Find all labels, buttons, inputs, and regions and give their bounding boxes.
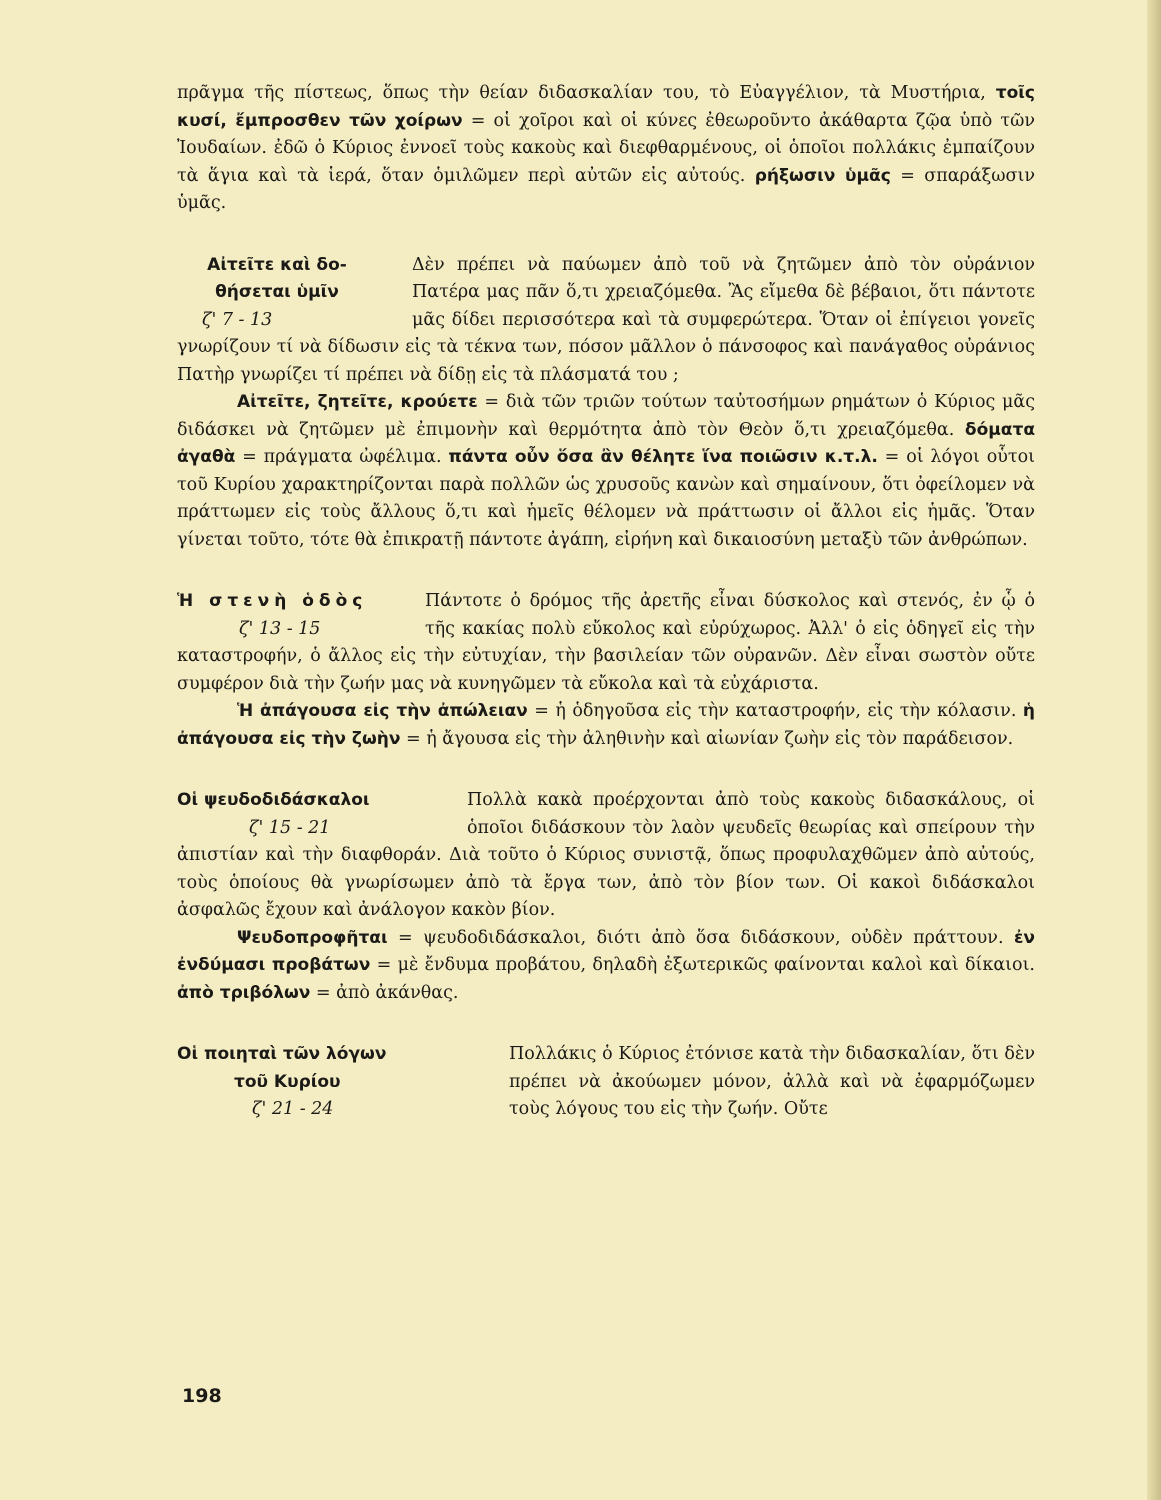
- section-doers: [177, 1041, 1035, 1124]
- side-heading-doers: [177, 1041, 477, 1124]
- paragraph-false-2: [177, 925, 1035, 1008]
- section-ask: [177, 252, 1035, 555]
- heading-line-2: θήσεται ὑμῖν: [215, 282, 339, 302]
- text-run: = σπαράξωσιν ὑμᾶς.: [177, 165, 1035, 213]
- text-run: Πολλάκις ὁ Κύριος ἐτόνισε κατὰ τὴν διδασκαλίαν, ὅτι δὲν πρέπει νὰ ἀκούωμεν μόνον, ἀλλὰ καὶ νὰ ἐφαρμόζωμεν τοὺς λόγους του εἰς τὴν ζωήν. Οὔτε: [509, 1044, 1035, 1119]
- text-run: Πάντοτε ὁ δρόμος τῆς ἀρετῆς εἶναι δύσκολος καὶ στενός, ἐν ᾧ ὁ τῆς κακίας πολὺ εὔκολος καὶ εὐρύχωρος. Ἀλλ' ὁ εἰς ὁδηγεῖ εἰς τὴν καταστροφήν, ὁ ἄλλος εἰς τὴν εὐτυχίαν, τὴν βασιλείαν τῶν οὐρανῶν. Δὲν εἶναι σωστὸν οὔτε συμφέρον διὰ τὴν ζωήν μας νὰ κυνηγῶμεν τὰ εὔκολα καὶ τὰ εὐχάριστα.: [177, 591, 1035, 694]
- verse-ref: ζ' 7 - 13: [202, 309, 273, 330]
- paragraph-intro: [177, 80, 1035, 218]
- bold-term: πάντα οὖν ὅσα ἂν θέλητε ἵνα ποιῶσιν κ.τ.λ.: [448, 447, 878, 467]
- bold-term: δόματα ἀγαθὰ: [177, 419, 1035, 467]
- bold-term: Ψευδοπροφῆται: [237, 927, 388, 948]
- verse-ref: ζ' 15 - 21: [249, 817, 331, 838]
- page-body: [177, 80, 1035, 1124]
- side-heading-false-teachers: [177, 787, 437, 842]
- text-run: = οἱ λόγοι οὗτοι τοῦ Κυρίου χαρακτηρίζονται παρὰ πολλῶν ὡς χρυσοῦς κανὼν καὶ σημαίνουν, ὅτι ὀφείλομεν νὰ πράττωμεν εἰς τοὺς ἄλλους ὅ,τι καὶ ἡμεῖς θέλομεν νὰ πράττωσιν οἱ ἄλλοι εἰς ἡμᾶς. Ὅταν γίνεται τοῦτο, τότε θὰ ἐπικρατῇ πάντοτε ἀγάπη, εἰρήνη καὶ δικαιοσύνη μεταξὺ τῶν ἀνθρώπων.: [177, 447, 1035, 550]
- text-run: = ἡ ἄγουσα εἰς τὴν ἀληθινὴν καὶ αἰωνίαν ζωὴν εἰς τὸν παράδεισον.: [400, 728, 1014, 749]
- bold-term: ρήξωσιν ὑμᾶς: [754, 165, 891, 186]
- bold-term: τοῖς κυσί, ἔμπροσθεν τῶν χοίρων: [177, 83, 1035, 131]
- verse-ref: ζ' 21 - 24: [252, 1099, 334, 1119]
- text-run: = οἱ χοῖροι καὶ οἱ κύνες ἐθεωροῦντο ἀκάθαρτα ζῷα ὑπὸ τῶν Ἰουδαίων. ἐδῶ ὁ Κύριος ἐννοεῖ τοὺς κακοὺς καὶ διεφθαρμένους, οἱ ὁποῖοι πολλάκις ἐμπαίζουν τὰ ἅγια καὶ τὰ ἱερά, ὅταν ὁμιλῶμεν περὶ αὐτῶν εἰς αὐτούς.: [177, 110, 1035, 186]
- heading-line-1: Αἰτεῖτε καὶ δο-: [207, 254, 347, 275]
- side-heading-ask: [177, 252, 377, 335]
- text-run: = ἡ ὁδηγοῦσα εἰς τὴν καταστροφήν, εἰς τὴν κόλασιν.: [527, 701, 1023, 721]
- section-false-teachers: [177, 787, 1035, 1007]
- text-run: = πράγματα ὠφέλιμα.: [235, 447, 449, 467]
- paragraph-narrow-2: [177, 698, 1035, 753]
- bold-term: Ἡ ἀπάγουσα εἰς τὴν ἀπώλειαν: [237, 701, 528, 721]
- heading-line-1: Ἡ στενὴ ὁδὸς: [177, 591, 368, 611]
- paragraph-ask-2: [177, 389, 1035, 554]
- page-edge: [1147, 0, 1161, 1500]
- text-run: = διὰ τῶν τριῶν τούτων ταὐτοσήμων ρημάτων ὁ Κύριος μᾶς διδάσκει νὰ ζητῶμεν μὲ ἐπιμονὴν καὶ θερμότητα ἀπὸ τὸν Θεὸν ὅ,τι χρειαζόμεθα.: [177, 392, 1035, 440]
- text-run: πρᾶγμα τῆς πίστεως, ὅπως τὴν θείαν διδασκαλίαν του, τὸ Εὐαγγέλιον, τὰ Μυστήρια,: [177, 83, 996, 103]
- bold-term: ἐν ἐνδύμασι προβάτων: [177, 927, 1035, 975]
- heading-line-1: Οἱ ψευδοδιδάσκαλοι: [177, 790, 370, 810]
- text-run: Πολλὰ κακὰ προέρχονται ἀπὸ τοὺς κακοὺς διδασκάλους, οἱ ὁποῖοι διδάσκουν τὸν λαὸν ψευδεῖς θεωρίας καὶ σπείρουν τὴν ἀπιστίαν καὶ τὴν διαφθοράν. Διὰ τοῦτο ὁ Κύριος συνιστᾷ, ὅπως προφυλαχθῶμεν ἀπὸ αὐτούς, τοὺς ὁποίους θὰ γνωρίσωμεν ἀπὸ τὰ ἔργα των, ἀπὸ τὸν βίον των. Οἱ κακοὶ διδάσκαλοι ἀσφαλῶς ἔχουν καὶ ἀνάλογον κακὸν βίον.: [177, 790, 1035, 920]
- section-narrow-way: [177, 588, 1035, 753]
- text-run: Δὲν πρέπει νὰ παύωμεν ἀπὸ τοῦ νὰ ζητῶμεν ἀπὸ τὸν οὐράνιον Πατέρα μας πᾶν ὅ,τι χρειαζόμεθα. Ἂς εἴμεθα δὲ βέβαιοι, ὅτι πάντοτε μᾶς δίδει περισσότερα καὶ τὰ συμφερώτερα. Ὅταν οἱ ἐπίγειοι γονεῖς γνωρίζουν τί νὰ δίδωσιν εἰς τὰ τέκνα των, πόσον μᾶλλον ὁ πάνσοφος καὶ πανάγαθος οὐράνιος Πατὴρ γνωρίζει τί πρέπει νὰ δίδῃ εἰς τὰ πλάσματά του ;: [177, 254, 1035, 385]
- bold-term: ἀπὸ τριβόλων: [177, 982, 311, 1003]
- heading-line-1: Οἱ ποιηταὶ τῶν λόγων: [177, 1044, 387, 1064]
- heading-line-2: τοῦ Κυρίου: [234, 1071, 341, 1092]
- text-run: = μὲ ἔνδυμα προβάτου, δηλαδὴ ἐξωτερικῶς φαίνονται καλοὶ καὶ δίκαιοι.: [370, 955, 1035, 975]
- bold-term: ἡ ἀπάγουσα εἰς τὴν ζωὴν: [177, 701, 1035, 749]
- text-run: = ψευδοδιδάσκαλοι, διότι ἀπὸ ὅσα διδάσκουν, οὐδὲν πράττουν.: [387, 927, 1014, 948]
- side-heading-narrow-way: [177, 588, 413, 643]
- verse-ref: ζ' 13 - 15: [239, 618, 321, 639]
- page-number: 198: [182, 1385, 222, 1407]
- text-run: = ἀπὸ ἀκάνθας.: [310, 982, 459, 1003]
- bold-term: Αἰτεῖτε, ζητεῖτε, κρούετε: [237, 392, 478, 412]
